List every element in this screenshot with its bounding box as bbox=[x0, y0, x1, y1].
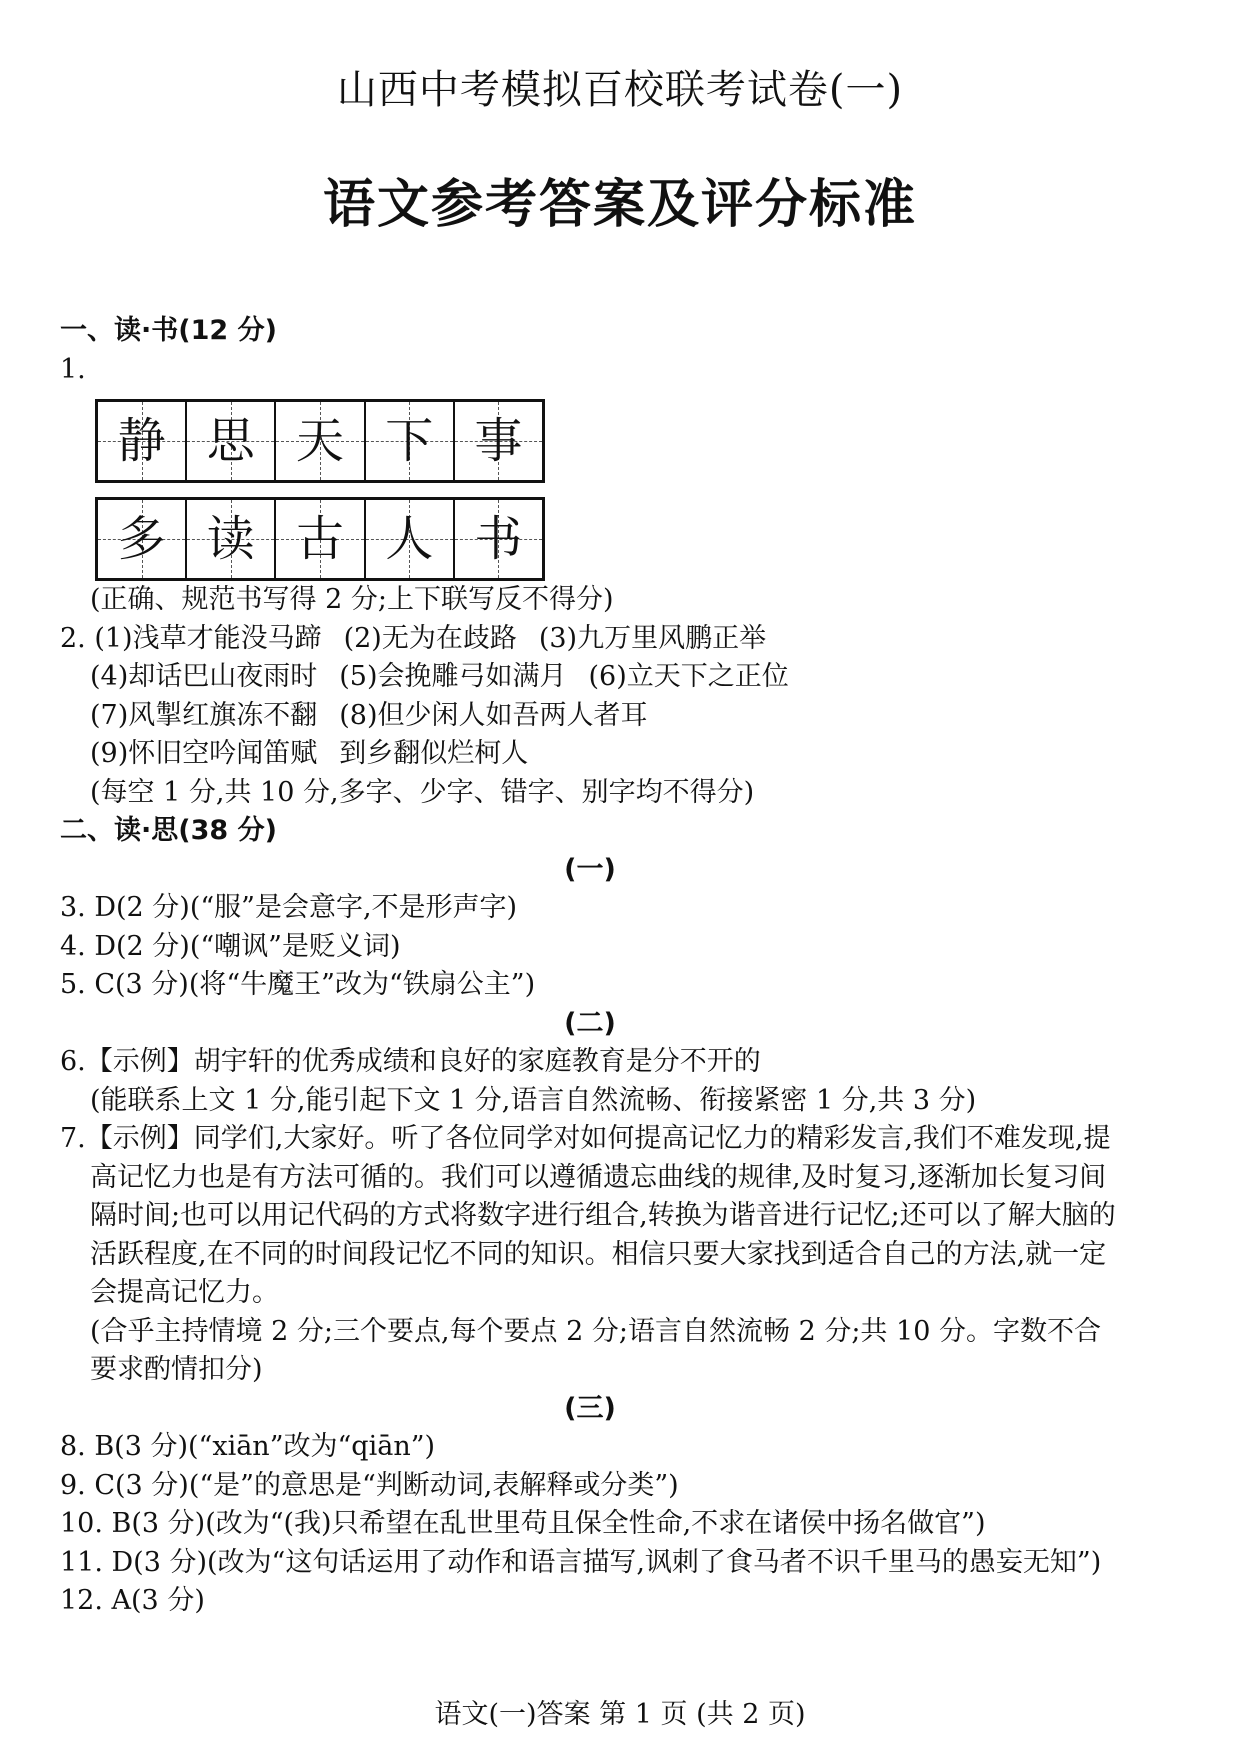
exam-title: 山西中考模拟百校联考试卷(一) bbox=[336, 67, 904, 113]
q3-answer: 3. D(2 分)(“服”是会意字,不是形声字) bbox=[60, 892, 518, 923]
grid-cell: 事 bbox=[455, 402, 542, 480]
part-3-label: (三) bbox=[564, 1392, 616, 1424]
part-2-label: (二) bbox=[564, 1007, 616, 1039]
q8-answer: 8. B(3 分)(“xiān”改为“qiān”) bbox=[60, 1431, 436, 1462]
grid-cell: 多 bbox=[98, 500, 187, 578]
section-1-heading: 一、读·书(12 分) bbox=[60, 315, 277, 346]
q1-number: 1. bbox=[60, 353, 86, 385]
q5-answer: 5. C(3 分)(将“牛魔王”改为“铁扇公主”) bbox=[60, 969, 536, 1000]
q10-answer: 10. B(3 分)(改为“(我)只希望在乱世里苟且保全性命,不求在诸侯中扬名做官”) bbox=[60, 1508, 986, 1539]
q4-answer: 4. D(2 分)(“嘲讽”是贬义词) bbox=[60, 930, 401, 962]
couplet-grid-lower bbox=[95, 497, 545, 581]
grid-cell: 书 bbox=[455, 500, 542, 578]
q2-line-3: (7)风掣红旗冻不翻 (8)但少闲人如吾两人者耳 bbox=[90, 699, 648, 731]
q6-answer: 6.【示例】胡宇轩的优秀成绩和良好的家庭教育是分不开的 bbox=[60, 1046, 761, 1077]
grid-cell: 读 bbox=[187, 500, 276, 578]
answer-content bbox=[60, 312, 1120, 1621]
grid-cell: 下 bbox=[366, 402, 455, 480]
q7-answer: 7.【示例】同学们,大家好。听了各位同学对如何提高记忆力的精彩发言,我们不难发现,提高记忆力也是有方法可循的。我们可以遵循遗忘曲线的规律,及时复习,逐渐加长复习间隔时间;也可以用记代码的方式将数字进行组合,转换为谐音进行记忆;还可以了解大脑的活跃程度,在不同的时间段记忆不同的知识。相信只要大家找到适合自己的方法,就一定会提高记忆力。 bbox=[60, 1123, 1116, 1308]
grid-cell: 天 bbox=[276, 402, 365, 480]
part-1-label: (一) bbox=[564, 853, 616, 885]
grid-cell: 人 bbox=[366, 500, 455, 578]
section-2-heading: 二、读·思(38 分) bbox=[60, 815, 277, 846]
q7-scoring-note: (合乎主持情境 2 分;三个要点,每个要点 2 分;语言自然流畅 2 分;共 10 分。字数不合要求酌情扣分) bbox=[90, 1315, 1101, 1385]
couplet-grid-upper bbox=[95, 399, 545, 483]
q1-scoring-note: (正确、规范书写得 2 分;上下联写反不得分) bbox=[90, 584, 614, 615]
grid-cell: 古 bbox=[276, 500, 365, 578]
page-footer: 语文(一)答案 第 1 页 (共 2 页) bbox=[434, 1699, 806, 1730]
q11-answer: 11. D(3 分)(改为“这句话运用了动作和语言描写,讽刺了食马者不识千里马的愚妄无知”) bbox=[60, 1546, 1102, 1578]
q9-answer: 9. C(3 分)(“是”的意思是“判断动词,表解释或分类”) bbox=[60, 1469, 679, 1501]
q2-line-2: (4)却话巴山夜雨时 (5)会挽雕弓如满月 (6)立天下之正位 bbox=[90, 661, 789, 692]
q12-answer: 12. A(3 分) bbox=[60, 1585, 205, 1616]
q2-line-4: (9)怀旧空吟闻笛赋 到乡翻似烂柯人 bbox=[90, 738, 529, 769]
q6-scoring-note: (能联系上文 1 分,能引起下文 1 分,语言自然流畅、衔接紧密 1 分,共 3 分) bbox=[90, 1084, 977, 1116]
answer-key-title: 语文参考答案及评分标准 bbox=[322, 175, 917, 235]
q2-scoring-note: (每空 1 分,共 10 分,多字、少字、错字、别字均不得分) bbox=[90, 776, 755, 808]
grid-cell: 静 bbox=[98, 402, 187, 480]
grid-cell: 思 bbox=[187, 402, 276, 480]
q2-line-1: 2. (1)浅草才能没马蹄 (2)无为在歧路 (3)九万里风鹏正举 bbox=[60, 622, 767, 654]
